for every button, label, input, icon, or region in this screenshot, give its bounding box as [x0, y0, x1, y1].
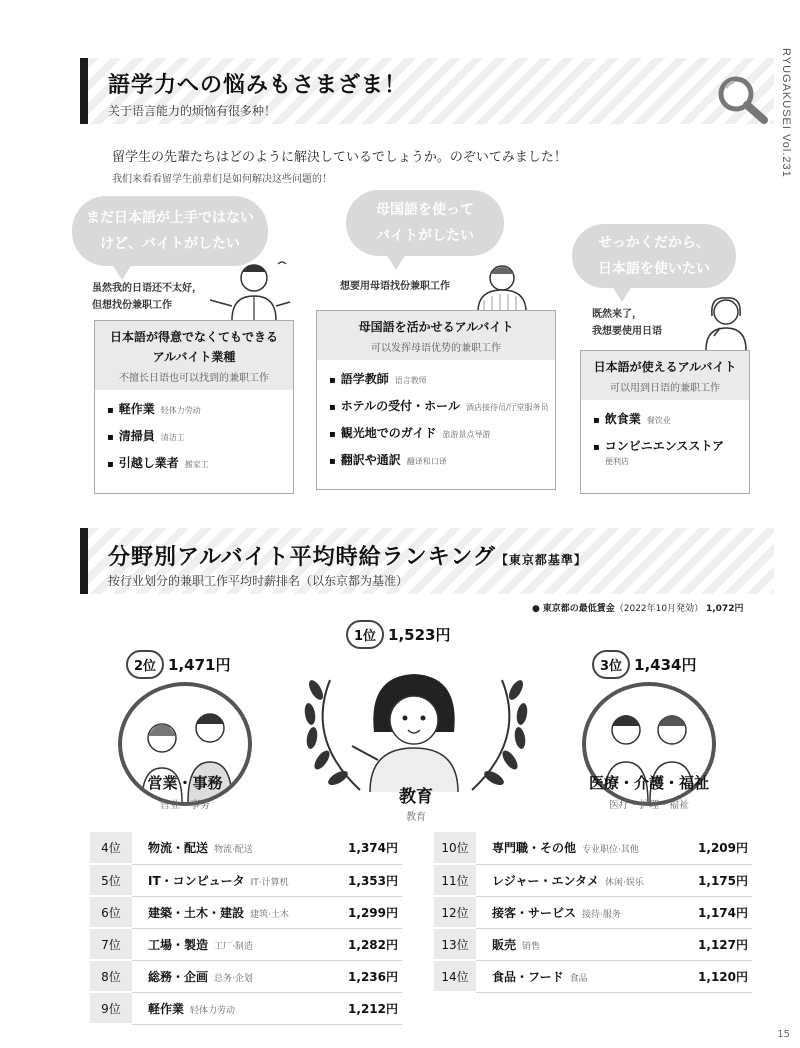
section-header-language-worries — [80, 58, 774, 124]
page-number: 15 — [777, 1029, 790, 1040]
job-item: ▪ 引越し業者 搬家工 — [107, 454, 283, 471]
field-name-rank-3: 医療・介護・福祉 — [588, 774, 709, 792]
rank-3-badge: 3位 1,434円 — [592, 650, 697, 679]
job-item: ▪ コンビニエンスストア 便利店 — [593, 437, 739, 467]
section-subtitle: 关于语言能力的烦恼有很多种！ — [108, 104, 277, 118]
speech-bubble-3: せっかくだから、 日本語を使いたい — [572, 224, 736, 288]
section-title: 分野別アルバイト平均時給ランキング【東京都基準】 — [108, 545, 587, 570]
table-row: 7位 工場・製造 工厂·制造 1,282円 — [90, 928, 402, 960]
magnifier-icon — [712, 72, 774, 124]
job-item: ▪ 翻訳や通訳 翻译和口译 — [329, 451, 545, 468]
teacher-illustration-icon — [350, 662, 480, 792]
table-row: 6位 建築・土木・建設 建筑·土木 1,299円 — [90, 896, 402, 928]
student-comment-1: 虽然我的日语还不太好， 但想找份兼职工作 — [92, 283, 202, 311]
student-comment-2: 想要用母语找份兼职工作 — [340, 281, 450, 292]
job-item: ▪ 語学教師 语言教师 — [329, 370, 545, 387]
field-name-rank-3-cn: 医疗・护理・福祉 — [609, 800, 689, 811]
table-row: 14位 食品・フード 食品 1,120円 — [434, 960, 752, 992]
section-subtitle: 按行业划分的兼职工作平均时薪排名（以东京都为基准） — [108, 574, 409, 588]
field-name-rank-1: 教育 — [399, 787, 433, 807]
student-illustration-woman-icon — [700, 294, 750, 350]
field-name-rank-1-cn: 教育 — [406, 812, 426, 823]
student-illustration-man-icon — [470, 262, 550, 312]
table-row: 5位 IT・コンピュータ IT·计算机 1,353円 — [90, 864, 402, 896]
ranking-table-right — [434, 832, 752, 993]
job-card-2: 母国語を活かせるアルバイト 可以发挥母语优势的兼职工作 ▪ 語学教師 语言教师 ▪ ホテルの受付・ホール 酒店接待员/厅堂服务员 ▪ 観光地でのガイド 旅游景点导游 ▪ 翻訳や通訳 翻译和口译 — [316, 310, 556, 490]
field-name-rank-2: 営業・事務 — [147, 774, 223, 792]
intro-text-cn: 我们来看看留学生前辈们是如何解决这些问题的！ — [112, 174, 332, 185]
student-comment-3: 既然来了， 我想要使用日语 — [592, 309, 662, 337]
table-row: 9位 軽作業 轻体力劳动 1,212円 — [90, 992, 402, 1024]
rank-1-badge: 1位 1,523円 — [346, 620, 451, 649]
ranking-table-left — [90, 832, 402, 1025]
section-title: 語学力への悩みもさまざま！ — [108, 73, 408, 98]
table-row: 8位 総務・企画 总务·企划 1,236円 — [90, 960, 402, 992]
rank-2-badge: 2位 1,471円 — [126, 650, 231, 679]
magazine-volume-label: RYUGAKUSEI Vol.231 — [780, 48, 792, 178]
job-item: ▪ 清掃員 清洁工 — [107, 427, 283, 444]
job-item: ▪ 軽作業 轻体力劳动 — [107, 400, 283, 417]
field-name-rank-2-cn: 营业・事务 — [160, 800, 210, 811]
table-row: 12位 接客・サービス 接待·服务 1,174円 — [434, 896, 752, 928]
job-card-1: 日本語が得意でなくてもできる アルバイト業種 不擅长日语也可以找到的兼职工作 ▪ 軽作業 轻体力劳动 ▪ 清掃員 清洁工 ▪ 引越し業者 搬家工 — [94, 320, 294, 494]
job-item: ▪ 飲食業 餐饮业 — [593, 410, 739, 427]
intro-text: 留学生の先輩たちはどのように解決しているでしょうか。のぞいてみました！ — [112, 150, 567, 165]
coin-icon: ● — [532, 604, 540, 614]
speech-bubble-1: まだ日本語が上手ではない けど、バイトがしたい — [72, 196, 268, 266]
job-item: ▪ ホテルの受付・ホール 酒店接待员/厅堂服务员 — [329, 397, 545, 414]
job-card-3: 日本語が使えるアルバイト 可以用到日语的兼职工作 ▪ 飲食業 餐饮业 ▪ コンビニエンスストア 便利店 — [580, 350, 750, 494]
section-header-wage-ranking — [80, 528, 774, 594]
speech-bubble-2: 母国語を使って バイトがしたい — [346, 190, 504, 256]
student-illustration-man-icon — [202, 258, 294, 320]
job-item: ▪ 観光地でのガイド 旅游景点导游 — [329, 424, 545, 441]
table-row: 4位 物流・配送 物流·配送 1,374円 — [90, 832, 402, 864]
table-row: 11位 レジャー・エンタメ 休闲·娱乐 1,175円 — [434, 864, 752, 896]
table-row: 10位 専門職・その他 专业职位·其他 1,209円 — [434, 832, 752, 864]
table-row: 13位 販売 销售 1,127円 — [434, 928, 752, 960]
minimum-wage-note: ● 東京都の最低賃金（2022年10月発効） 1,072円 — [532, 604, 744, 614]
